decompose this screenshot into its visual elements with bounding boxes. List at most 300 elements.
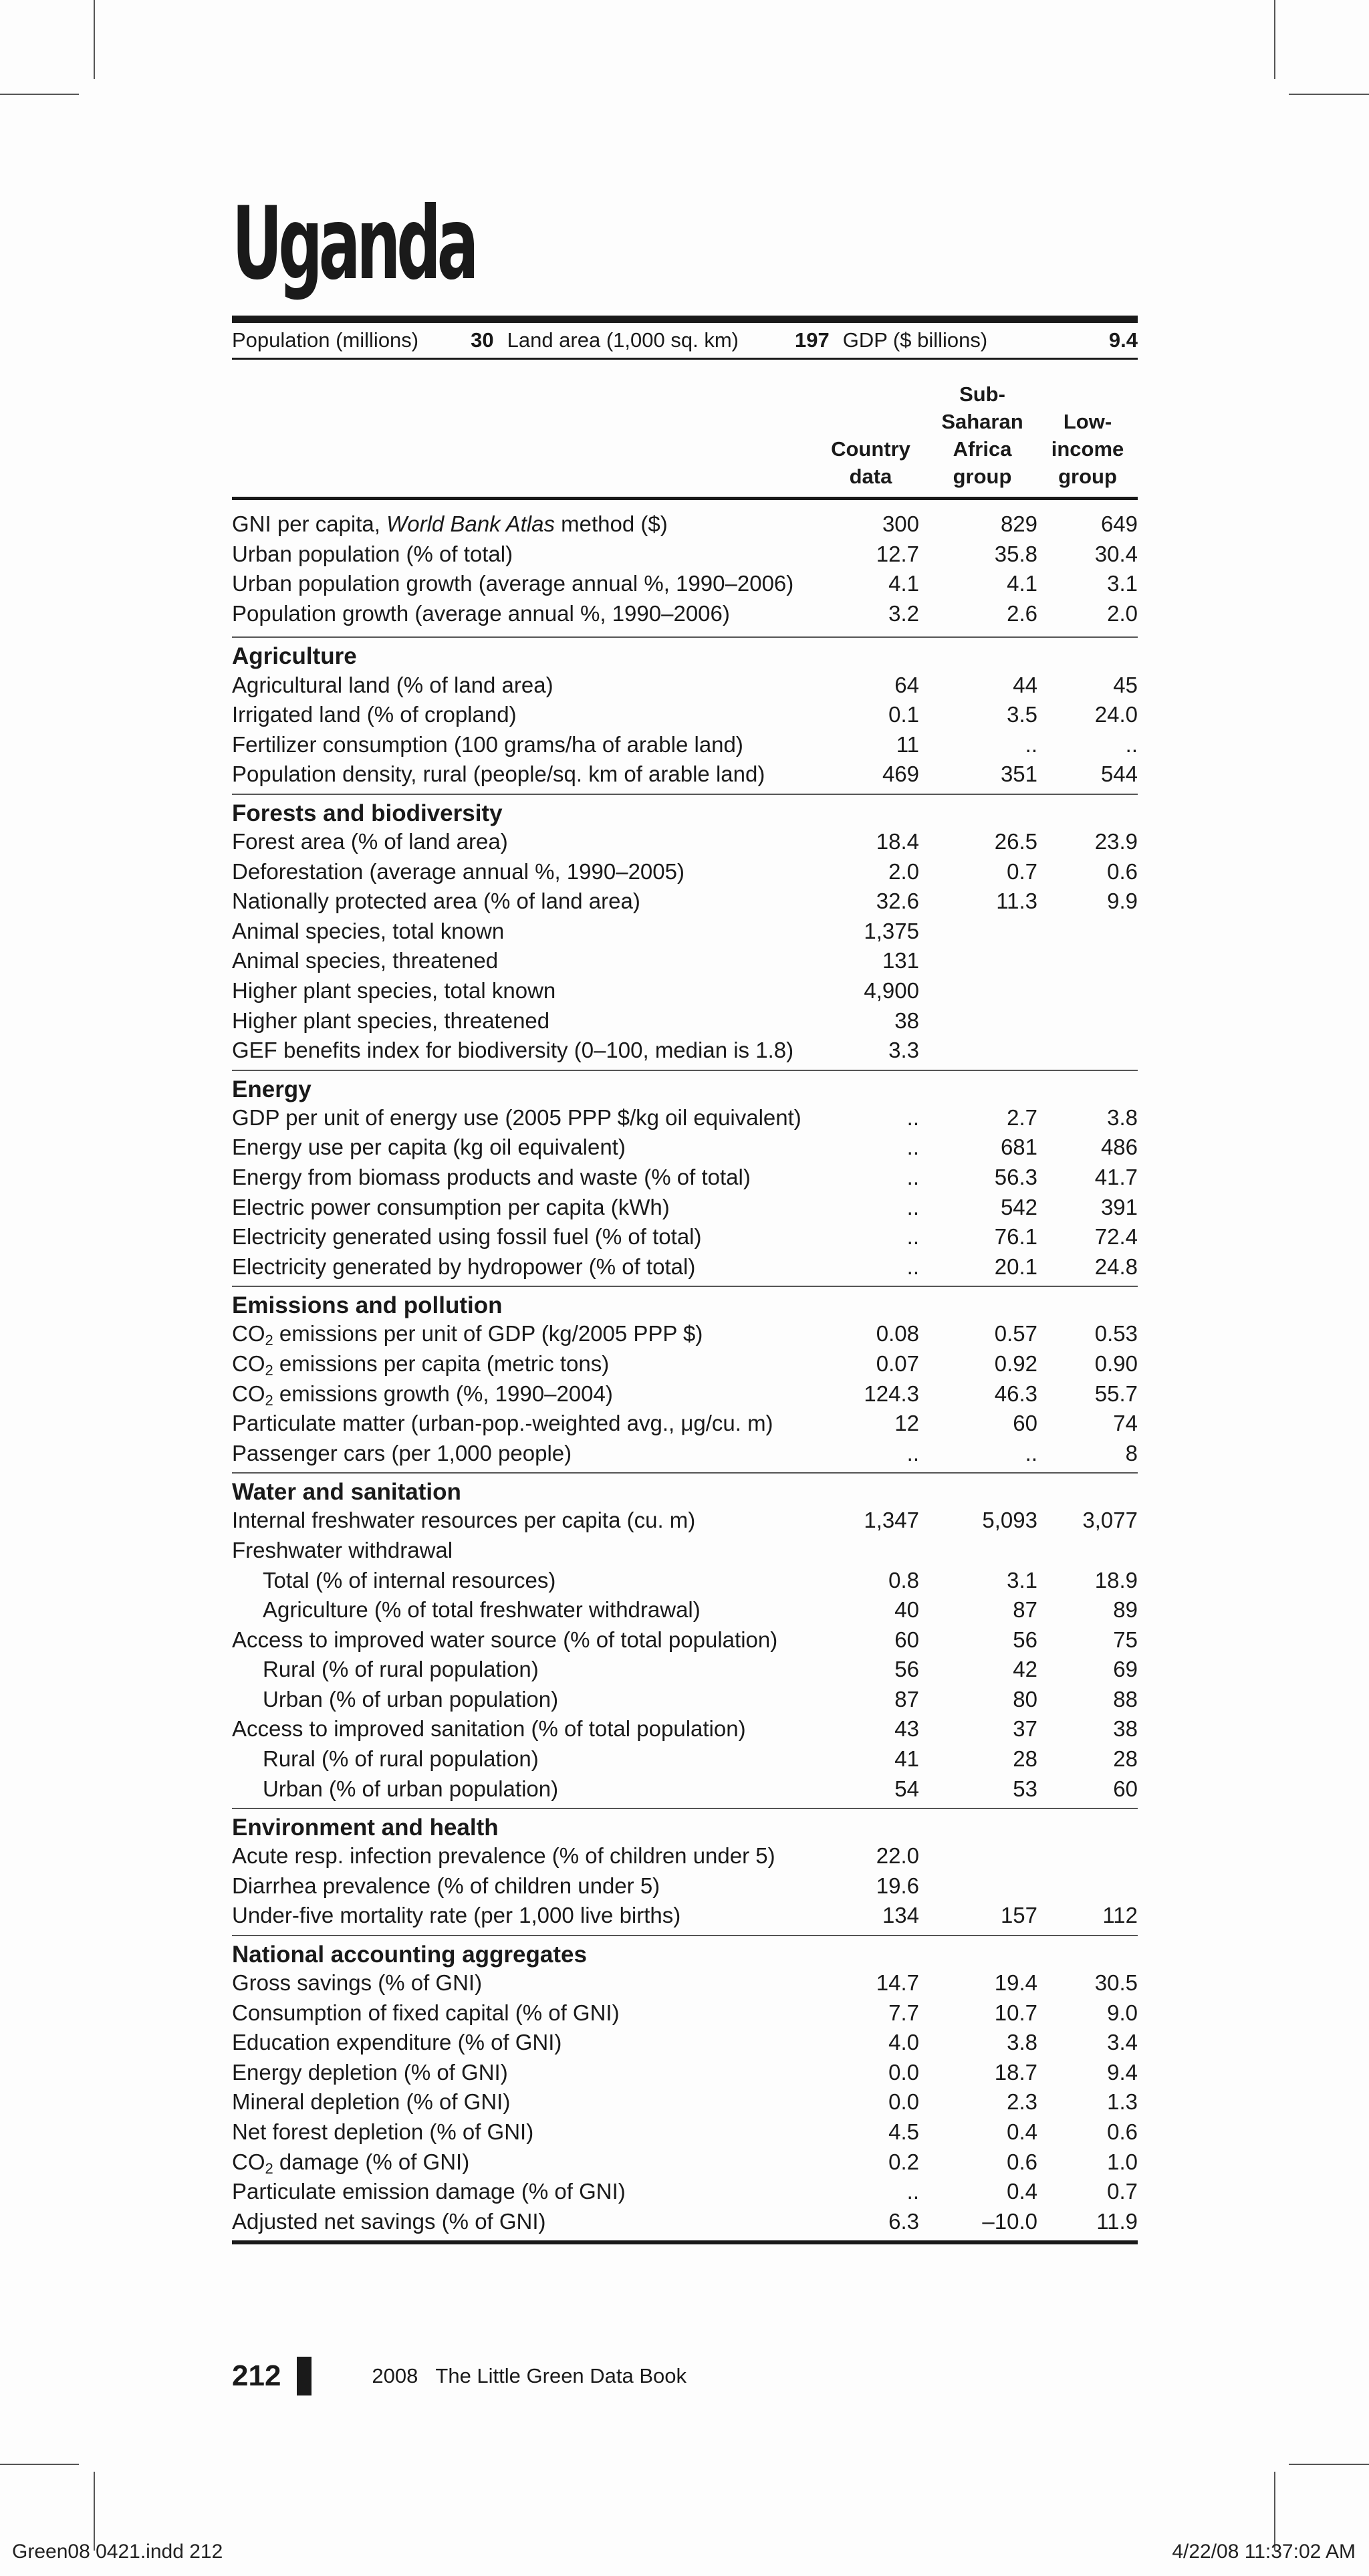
value-low-income: 8	[1125, 1440, 1138, 1466]
section-title: Water and sanitation	[232, 1479, 461, 1506]
label-text: Adjusted net savings (% of GNI)	[232, 2208, 546, 2234]
label-text: Electricity generated using fossil fuel (% of total)	[232, 1224, 702, 1250]
table-row	[232, 1438, 1138, 1468]
table-row	[232, 1744, 1138, 1774]
row-label	[232, 702, 822, 727]
value-ssa: –10.0	[982, 2208, 1037, 2234]
value-ssa: 0.57	[994, 1321, 1037, 1346]
value-country: 0.1	[888, 702, 919, 727]
value-ssa: 829	[1000, 511, 1037, 537]
value-low-income: 75	[1113, 1627, 1138, 1652]
label-text: Freshwater withdrawal	[232, 1537, 453, 1562]
row-label	[232, 1657, 822, 1682]
value-low-income: 0.90	[1094, 1351, 1138, 1376]
table-row	[232, 1133, 1138, 1163]
label-text: Higher plant species, threatened	[232, 1008, 550, 1033]
table-row	[232, 1349, 1138, 1379]
row-label	[232, 919, 822, 944]
row-label	[232, 1538, 822, 1563]
value-country: 469	[882, 762, 919, 787]
co2-symbol: CO	[232, 2149, 265, 2174]
label-text: method ($)	[554, 511, 668, 537]
table-row	[232, 1685, 1138, 1715]
row-label	[232, 1776, 822, 1802]
value-country: ..	[906, 1254, 919, 1279]
page-content	[232, 186, 1138, 2244]
section-water-and-sanitation	[232, 1474, 1138, 1809]
table-row	[232, 1901, 1138, 1931]
table-row	[232, 540, 1138, 570]
value-ssa: 46.3	[994, 1381, 1037, 1406]
table-row	[232, 887, 1138, 917]
value-country: 1,347	[864, 1508, 919, 1533]
header-line: Country	[831, 437, 910, 461]
value-low-income: 41.7	[1094, 1164, 1138, 1189]
value-low-income: 649	[1100, 511, 1138, 537]
value-low-income: 0.6	[1107, 2119, 1138, 2145]
value-low-income: 9.9	[1107, 889, 1138, 914]
table-row	[232, 1595, 1138, 1625]
co2-subscript: 2	[265, 1361, 273, 1377]
value-country: ..	[906, 1104, 919, 1130]
label-text: Urban population (% of total)	[232, 541, 513, 566]
row-label	[232, 1873, 822, 1899]
row-label	[232, 1135, 822, 1160]
label-text: Acute resp. infection prevalence (% of children under 5)	[232, 1843, 775, 1869]
value-low-income: 28	[1113, 1746, 1138, 1772]
section-title: Emissions and pollution	[232, 1292, 503, 1319]
population-label: Population (millions)	[232, 328, 419, 352]
row-label	[232, 829, 822, 854]
row-label	[232, 1903, 822, 1928]
value-country: 32.6	[876, 889, 919, 914]
table-row	[232, 1655, 1138, 1685]
column-ssa-group	[927, 380, 1037, 490]
row-label	[232, 859, 822, 885]
label-text: Agricultural land (% of land area)	[232, 672, 553, 697]
value-ssa: 26.5	[994, 829, 1037, 854]
row-label	[232, 1970, 822, 1996]
co2-subscript: 2	[265, 1391, 273, 1407]
label-text: emissions growth (%, 1990–2004)	[273, 1381, 613, 1406]
section-title: Environment and health	[232, 1814, 499, 1841]
value-low-income: 0.6	[1107, 858, 1138, 884]
section-national-accounting-aggregates	[232, 1936, 1138, 2244]
crop-mark	[94, 2472, 95, 2551]
value-low-income: ..	[1125, 731, 1138, 757]
row-label	[232, 2000, 822, 2026]
row-label	[232, 1508, 822, 1533]
label-text: Agriculture (% of total freshwater withdrawal)	[263, 1597, 701, 1623]
value-ssa: 60	[1013, 1411, 1037, 1436]
value-low-income: 3,077	[1082, 1508, 1138, 1533]
value-low-income: 9.4	[1107, 2059, 1138, 2085]
section-title: Forests and biodiversity	[232, 800, 503, 826]
value-country: 22.0	[876, 1843, 919, 1869]
row-label	[232, 978, 822, 1004]
value-ssa: 19.4	[994, 1970, 1037, 1996]
value-ssa: 4.1	[1007, 571, 1037, 596]
table-row	[232, 1036, 1138, 1066]
value-country: 12.7	[876, 541, 919, 566]
value-ssa: 53	[1013, 1776, 1037, 1801]
row-label	[232, 1321, 822, 1346]
table-row	[232, 827, 1138, 857]
label-text: Electric power consumption per capita (kWh)	[232, 1194, 670, 1219]
value-country: 0.0	[888, 2059, 919, 2085]
label-text: Access to improved sanitation (% of total population)	[232, 1716, 746, 1742]
value-country: 60	[894, 1627, 919, 1652]
section-agriculture	[232, 638, 1138, 794]
header-line: Saharan	[941, 410, 1023, 433]
row-label	[232, 1441, 822, 1466]
row-label	[232, 511, 822, 537]
table-row	[232, 1625, 1138, 1655]
value-country: 56	[894, 1657, 919, 1682]
row-label	[232, 2119, 822, 2145]
value-low-income: 2.0	[1107, 601, 1138, 626]
population-value: 30	[471, 328, 494, 352]
table-row	[232, 730, 1138, 760]
value-country: 64	[894, 672, 919, 697]
label-italic: World Bank Atlas	[386, 511, 555, 537]
label-text: Fertilizer consumption (100 grams/ha of arable land)	[232, 731, 743, 757]
row-label	[232, 2179, 822, 2204]
value-low-income: 60	[1113, 1776, 1138, 1801]
row-label	[232, 948, 822, 973]
column-low-income-group	[1037, 408, 1138, 490]
crop-mark	[1274, 0, 1275, 79]
table-row	[232, 2177, 1138, 2207]
value-country: 11	[896, 731, 919, 757]
value-ssa: 2.7	[1007, 1104, 1037, 1130]
value-ssa: 42	[1013, 1657, 1037, 1682]
row-label	[232, 571, 822, 596]
value-low-income: 3.8	[1107, 1104, 1138, 1130]
value-country: 0.2	[888, 2149, 919, 2174]
table-row	[232, 670, 1138, 700]
land-area-label: Land area (1,000 sq. km)	[507, 328, 739, 352]
row-label	[232, 1195, 822, 1220]
value-ssa: 28	[1013, 1746, 1037, 1772]
section-forests-and-biodiversity	[232, 795, 1138, 1071]
header-line: Sub-	[959, 382, 1005, 406]
table-row	[232, 1774, 1138, 1804]
value-country: 3.2	[888, 601, 919, 626]
value-country: 4.5	[888, 2119, 919, 2145]
value-ssa: 542	[1000, 1194, 1037, 1219]
value-low-income: 3.1	[1107, 571, 1138, 596]
row-label	[232, 673, 822, 698]
value-low-income: 1.0	[1107, 2149, 1138, 2174]
section-title: Agriculture	[232, 643, 357, 670]
footer-book-title: The Little Green Data Book	[435, 2364, 687, 2387]
slug-timestamp: 4/22/08 11:37:02 AM	[1172, 2541, 1356, 2563]
value-low-income: 18.9	[1094, 1567, 1138, 1593]
label-text: GEF benefits index for biodiversity (0–100, median is 1.8)	[232, 1038, 794, 1063]
value-ssa: 157	[1000, 1903, 1037, 1928]
label-text: Population growth (average annual %, 1990–2006)	[232, 601, 730, 626]
table-row	[232, 569, 1138, 599]
label-text: Forest area (% of land area)	[232, 829, 508, 854]
table-row	[232, 1192, 1138, 1222]
value-ssa: ..	[1025, 731, 1037, 757]
value-low-income: 391	[1100, 1194, 1138, 1219]
row-label	[232, 1254, 822, 1280]
co2-symbol: CO	[232, 1381, 265, 1406]
value-ssa: 35.8	[994, 541, 1037, 566]
value-ssa: 0.6	[1007, 2149, 1037, 2174]
row-label	[232, 1716, 822, 1742]
value-ssa: 0.92	[994, 1351, 1037, 1376]
label-text: Education expenditure (% of GNI)	[232, 2030, 562, 2055]
row-label	[232, 1105, 822, 1131]
summary-indicators	[232, 500, 1138, 638]
label-text: Internal freshwater resources per capita (cu. m)	[232, 1508, 696, 1533]
value-country: 40	[894, 1597, 919, 1623]
value-low-income: 3.4	[1107, 2030, 1138, 2055]
value-low-income: 486	[1100, 1135, 1138, 1160]
table-row	[232, 976, 1138, 1006]
table-row	[232, 509, 1138, 540]
table-row	[232, 1222, 1138, 1252]
value-low-income: 72.4	[1094, 1224, 1138, 1250]
page-number: 212	[232, 2359, 281, 2392]
row-label	[232, 1568, 822, 1593]
value-country: 1,375	[864, 918, 919, 943]
crop-mark	[0, 2464, 79, 2465]
gdp-value: 9.4	[1108, 328, 1138, 352]
row-label	[232, 1843, 822, 1869]
value-country: 4,900	[864, 978, 919, 1004]
value-country: 54	[894, 1776, 919, 1801]
value-ssa: 3.8	[1007, 2030, 1037, 2055]
label-text: Consumption of fixed capital (% of GNI)	[232, 2000, 620, 2025]
section-title: National accounting aggregates	[232, 1941, 587, 1968]
value-country: 4.1	[888, 571, 919, 596]
label-text: Urban (% of urban population)	[263, 1776, 559, 1801]
label-text: Population density, rural (people/sq. km of arable land)	[232, 762, 765, 787]
value-ssa: 3.5	[1007, 702, 1037, 727]
label-text: GDP per unit of energy use (2005 PPP $/kg oil equivalent)	[232, 1104, 801, 1130]
label-text: Net forest depletion (% of GNI)	[232, 2119, 534, 2145]
land-area-value: 197	[794, 328, 830, 352]
value-ssa: 0.7	[1007, 858, 1037, 884]
value-ssa: 87	[1013, 1597, 1037, 1623]
row-label	[232, 1627, 822, 1653]
table-row	[232, 1998, 1138, 2028]
row-label	[232, 1381, 822, 1407]
value-country: 4.0	[888, 2030, 919, 2055]
value-low-income: 9.0	[1107, 2000, 1138, 2025]
table-row	[232, 2117, 1138, 2147]
table-row	[232, 1163, 1138, 1193]
value-low-income: 23.9	[1094, 829, 1138, 854]
label-text: Animal species, threatened	[232, 948, 499, 973]
label-text: GNI per capita,	[232, 511, 387, 537]
table-row	[232, 1841, 1138, 1871]
row-label	[232, 2209, 822, 2234]
row-label	[232, 1687, 822, 1712]
label-text: Rural (% of rural population)	[263, 1657, 539, 1682]
label-text: Energy use per capita (kg oil equivalent)	[232, 1135, 626, 1160]
value-country: 7.7	[888, 2000, 919, 2025]
title-rule	[232, 316, 1138, 323]
co2-subscript: 2	[265, 2159, 273, 2175]
value-low-income: 30.5	[1094, 1970, 1138, 1996]
value-country: 3.3	[888, 1038, 919, 1063]
table-row	[232, 700, 1138, 730]
row-label	[232, 2149, 822, 2175]
value-ssa: 80	[1013, 1686, 1037, 1712]
co2-symbol: CO	[232, 1321, 265, 1346]
value-country: 14.7	[876, 1970, 919, 1996]
value-ssa: 10.7	[994, 2000, 1037, 2025]
label-text: Energy depletion (% of GNI)	[232, 2059, 508, 2085]
row-label	[232, 1746, 822, 1772]
column-country-data	[822, 435, 919, 490]
value-country: 0.8	[888, 1567, 919, 1593]
value-low-income: 74	[1113, 1411, 1138, 1436]
label-text: Higher plant species, total known	[232, 978, 556, 1004]
value-country: 12	[894, 1411, 919, 1436]
label-text: Total (% of internal resources)	[263, 1567, 556, 1593]
label-text: Animal species, total known	[232, 918, 505, 943]
table-row	[232, 2058, 1138, 2088]
table-row	[232, 2028, 1138, 2058]
table-row	[232, 1565, 1138, 1595]
value-ssa: 351	[1000, 762, 1037, 787]
crop-mark	[0, 94, 79, 95]
crop-mark	[1274, 2472, 1275, 2551]
value-ssa: 56	[1013, 1627, 1037, 1652]
row-label	[232, 1597, 822, 1623]
row-label	[232, 2089, 822, 2115]
value-country: ..	[906, 2179, 919, 2204]
table-row	[232, 759, 1138, 790]
table-row	[232, 1409, 1138, 1439]
header-line: Low-	[1063, 410, 1112, 433]
section-title: Energy	[232, 1076, 312, 1102]
value-ssa: 5,093	[982, 1508, 1037, 1533]
label-text: emissions per capita (metric tons)	[273, 1351, 610, 1376]
value-low-income: 0.7	[1107, 2179, 1138, 2204]
row-label	[232, 2060, 822, 2085]
value-ssa: 681	[1000, 1135, 1037, 1160]
table-row	[232, 946, 1138, 976]
value-low-income: 89	[1113, 1597, 1138, 1623]
header-line: data	[849, 465, 892, 488]
value-low-income: 69	[1113, 1657, 1138, 1682]
value-ssa: 2.6	[1007, 601, 1037, 626]
value-country: 0.0	[888, 2089, 919, 2115]
value-country: 0.07	[876, 1351, 919, 1376]
section-environment-and-health	[232, 1809, 1138, 1936]
co2-subscript: 2	[265, 1332, 273, 1347]
table-row	[232, 1871, 1138, 1901]
table-row	[232, 2207, 1138, 2237]
label-text: Particulate emission damage (% of GNI)	[232, 2179, 626, 2204]
value-ssa: 3.1	[1007, 1567, 1037, 1593]
column-headers	[232, 360, 1138, 500]
value-country: 134	[882, 1903, 919, 1928]
label-text: damage (% of GNI)	[273, 2149, 470, 2174]
table-row	[232, 917, 1138, 947]
value-ssa: ..	[1025, 1440, 1037, 1466]
value-low-income: 38	[1113, 1716, 1138, 1742]
value-low-income: 544	[1100, 762, 1138, 787]
value-country: 2.0	[888, 858, 919, 884]
value-low-income: 30.4	[1094, 541, 1138, 566]
crop-mark	[94, 0, 95, 79]
value-low-income: 88	[1113, 1686, 1138, 1712]
value-ssa: 44	[1013, 672, 1037, 697]
key-facts-bar	[232, 323, 1138, 360]
header-line: Africa	[953, 437, 1012, 461]
table-row	[232, 1252, 1138, 1282]
value-country: 6.3	[888, 2208, 919, 2234]
value-low-income: 24.0	[1094, 702, 1138, 727]
label-text: Particulate matter (urban-pop.-weighted avg., μg/cu. m)	[232, 1411, 773, 1436]
label-text: Nationally protected area (% of land area)	[232, 889, 640, 914]
row-label	[232, 762, 822, 787]
value-country: 41	[894, 1746, 919, 1772]
table-row	[232, 1536, 1138, 1566]
crop-mark	[1289, 2464, 1369, 2465]
label-text: Gross savings (% of GNI)	[232, 1970, 483, 1996]
label-text: Under-five mortality rate (per 1,000 live births)	[232, 1903, 681, 1928]
row-label	[232, 601, 822, 626]
value-low-income: 45	[1113, 672, 1138, 697]
row-label	[232, 889, 822, 914]
label-text: Diarrhea prevalence (% of children under 5)	[232, 1873, 660, 1898]
value-country: 43	[894, 1716, 919, 1742]
value-ssa: 20.1	[994, 1254, 1037, 1279]
label-text: Passenger cars (per 1,000 people)	[232, 1440, 572, 1466]
label-text: Access to improved water source (% of total population)	[232, 1627, 778, 1652]
value-low-income: 11.9	[1096, 2208, 1138, 2234]
value-country: 38	[894, 1008, 919, 1033]
label-text: Electricity generated by hydropower (% of total)	[232, 1254, 696, 1279]
value-country: ..	[906, 1164, 919, 1189]
table-row	[232, 1319, 1138, 1349]
footer-year: 2008	[372, 2364, 418, 2387]
header-line: income	[1051, 437, 1124, 461]
value-country: 131	[882, 948, 919, 973]
value-ssa: 11.3	[996, 889, 1037, 914]
row-label	[232, 1008, 822, 1034]
value-low-income: 1.3	[1107, 2089, 1138, 2115]
value-country: 300	[882, 511, 919, 537]
value-country: ..	[906, 1194, 919, 1219]
row-label	[232, 732, 822, 757]
value-low-income: 55.7	[1094, 1381, 1138, 1406]
table-row	[232, 2087, 1138, 2117]
value-country: ..	[906, 1135, 919, 1160]
row-label	[232, 1411, 822, 1436]
label-text: Mineral depletion (% of GNI)	[232, 2089, 511, 2115]
value-low-income: 0.53	[1094, 1321, 1138, 1346]
footer-bar	[297, 2357, 312, 2395]
value-ssa: 18.7	[994, 2059, 1037, 2085]
label-text: Urban population growth (average annual %, 1990–2006)	[232, 571, 794, 596]
value-country: ..	[906, 1224, 919, 1250]
row-label	[232, 1351, 822, 1377]
value-country: ..	[906, 1440, 919, 1466]
value-ssa: 76.1	[994, 1224, 1037, 1250]
row-label	[232, 1224, 822, 1250]
label-text: Energy from biomass products and waste (% of total)	[232, 1164, 751, 1189]
